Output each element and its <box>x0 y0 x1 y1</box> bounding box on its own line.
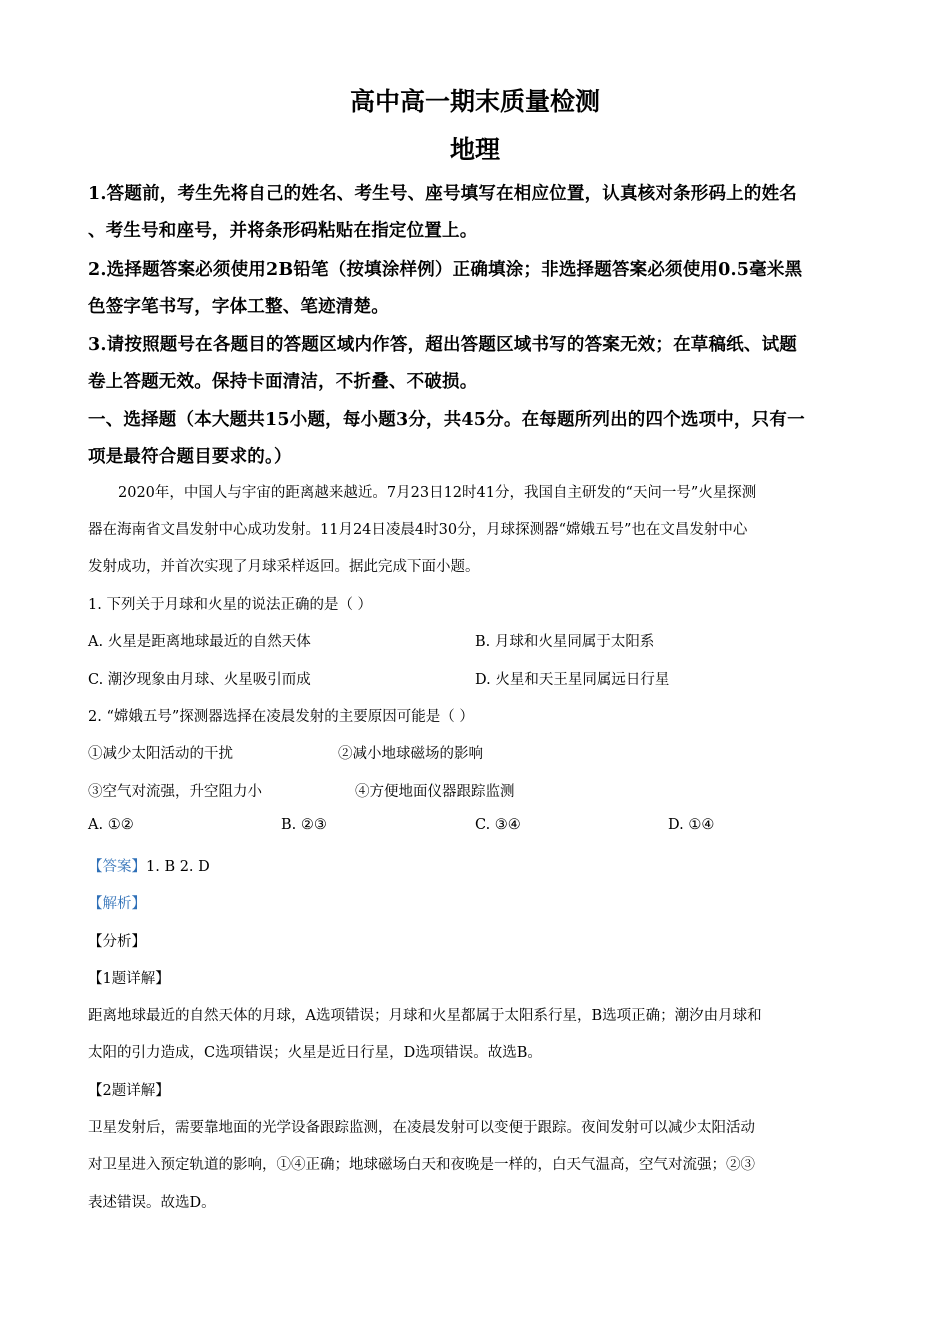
instruction-line-5: 3.请按照题号在各题目的答题区域内作答，超出答题区域书写的答案无效；在草稿纸、试题 <box>88 335 797 355</box>
question-2-option-d: D. ①④ <box>668 817 715 833</box>
instruction-line-2: 、考生号和座号，并将条形码粘贴在指定位置上。 <box>88 221 478 241</box>
detail-2-line-3: 表述错误。故选D。 <box>88 1195 216 1211</box>
section-heading-line-1: 一、选择题（本大题共15小题，每小题3分，共45分。在每题所列出的四个选项中，只有一 <box>88 410 805 430</box>
passage-line-2: 器在海南省文昌发射中心成功发射。11月24日凌晨4时30分，月球探测器“嫦娥五号”也在文昌发射中心 <box>88 522 748 538</box>
detail-2-line-2: 对卫星进入预定轨道的影响，①④正确；地球磁场白天和夜晚是一样的，白天气温高，空气对流强；②③ <box>88 1157 755 1173</box>
detail-2-line-1: 卫星发射后，需要靠地面的光学设备跟踪监测，在凌晨发射可以变便于跟踪。夜间发射可以减少太阳活动 <box>88 1120 755 1136</box>
question-2-option-a: A. ①② <box>88 817 134 833</box>
question-2-statement-4: ④方便地面仪器跟踪监测 <box>355 784 515 800</box>
answer-tag: 【答案】 <box>88 859 146 875</box>
question-1-stem: 1. 下列关于月球和火星的说法正确的是（ ） <box>88 597 373 613</box>
question-2-option-c: C. ③④ <box>475 817 521 833</box>
instruction-line-3: 2.选择题答案必须使用2B铅笔（按填涂样例）正确填涂；非选择题答案必须使用0.5毫米黑 <box>88 260 803 280</box>
analysis-tag: 【解析】 <box>88 896 146 912</box>
answer-line <box>88 855 210 876</box>
question-2-statement-3: ③空气对流强，升空阻力小 <box>88 784 262 800</box>
page-title: 高中高一期末质量检测 <box>349 87 600 116</box>
question-1-option-d: D. 火星和天王星同属远日行星 <box>475 672 670 688</box>
subject-title: 地理 <box>449 135 500 164</box>
instruction-line-6: 卷上答题无效。保持卡面清洁，不折叠、不破损。 <box>88 372 478 392</box>
question-1-option-a: A. 火星是距离地球最近的自然天体 <box>88 634 311 650</box>
fenxi-tag: 【分析】 <box>88 934 146 950</box>
answer-text: 1. B 2. D <box>146 859 210 875</box>
instruction-line-1: 1.答题前，考生先将自己的姓名、考生号、座号填写在相应位置，认真核对条形码上的姓名 <box>88 184 797 204</box>
detail-2-label: 【2题详解】 <box>88 1083 170 1099</box>
question-2-statement-1: ①减少太阳活动的干扰 <box>88 746 233 762</box>
instruction-line-4: 色签字笔书写，字体工整、笔迹清楚。 <box>88 297 389 317</box>
passage-line-1: 2020年，中国人与宇宙的距离越来越近。7月23日12时41分，我国自主研发的“天问一号”火星探测 <box>118 485 757 501</box>
detail-1-label: 【1题详解】 <box>88 971 170 987</box>
detail-1-line-1: 距离地球最近的自然天体的月球，A选项错误；月球和火星都属于太阳系行星，B选项正确；潮汐由月球和 <box>88 1008 762 1024</box>
question-2-stem: 2. “嫦娥五号”探测器选择在凌晨发射的主要原因可能是（ ） <box>88 709 474 725</box>
question-2-option-b: B. ②③ <box>281 817 327 833</box>
passage-line-3: 发射成功，并首次实现了月球采样返回。据此完成下面小题。 <box>88 559 480 575</box>
question-1-option-c: C. 潮汐现象由月球、火星吸引而成 <box>88 672 311 688</box>
question-1-option-b: B. 月球和火星同属于太阳系 <box>475 634 655 650</box>
question-2-statement-2: ②减小地球磁场的影响 <box>338 746 483 762</box>
detail-1-line-2: 太阳的引力造成，C选项错误；火星是近日行星，D选项错误。故选B。 <box>88 1045 542 1061</box>
section-heading-line-2: 项是最符合题目要求的。） <box>88 447 292 467</box>
